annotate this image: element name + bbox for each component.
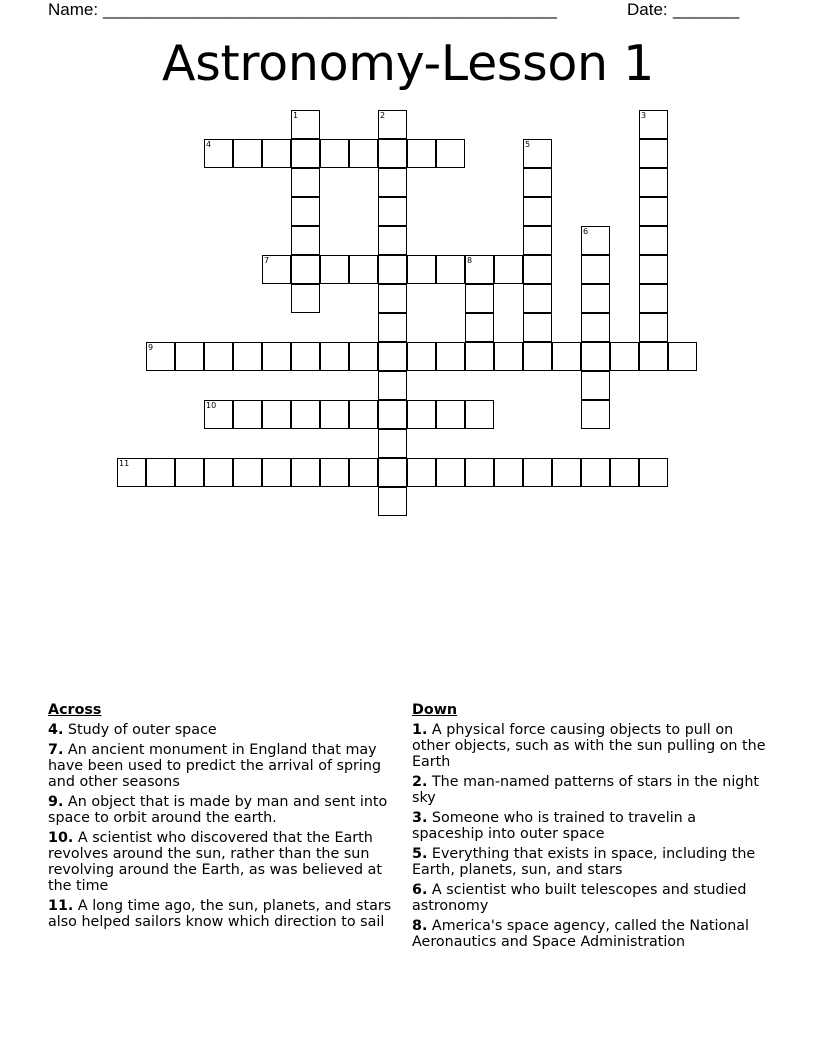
clue-number: 6: [583, 227, 589, 236]
grid-cell[interactable]: [378, 168, 407, 197]
grid-cell[interactable]: [291, 342, 320, 371]
grid-cell[interactable]: [639, 168, 668, 197]
grid-cell[interactable]: [610, 458, 639, 487]
grid-cell[interactable]: [320, 458, 349, 487]
grid-cell[interactable]: [552, 342, 581, 371]
grid-cell[interactable]: [436, 458, 465, 487]
down-clue: [412, 882, 772, 914]
clue-text: An ancient monument in England that may have been used to predict the arrival of spring and other seasons: [48, 742, 382, 790]
clue-text: A physical force causing objects to pull on other objects, such as with the sun pulling on the Earth: [412, 722, 766, 770]
down-clues: [412, 702, 772, 954]
clue-number: 8.: [412, 918, 428, 934]
clue-number: 4.: [48, 722, 64, 738]
down-clue: [412, 774, 772, 806]
clue-number: 10.: [48, 830, 74, 846]
grid-cell[interactable]: [523, 226, 552, 255]
grid-cell[interactable]: [494, 458, 523, 487]
grid-cell[interactable]: [233, 342, 262, 371]
grid-cell[interactable]: [204, 342, 233, 371]
grid-cell[interactable]: [378, 226, 407, 255]
grid-cell[interactable]: [349, 342, 378, 371]
grid-cell[interactable]: [639, 226, 668, 255]
grid-cell[interactable]: [349, 400, 378, 429]
clue-number: 2.: [412, 774, 428, 790]
clue-number: 3.: [412, 810, 428, 826]
grid-cell[interactable]: [349, 255, 378, 284]
grid-cell[interactable]: [349, 139, 378, 168]
grid-cell[interactable]: [233, 400, 262, 429]
grid-cell[interactable]: [639, 313, 668, 342]
grid-cell[interactable]: [262, 458, 291, 487]
grid-cell[interactable]: [291, 284, 320, 313]
name-label: Name:: [48, 0, 99, 19]
grid-cell[interactable]: [320, 139, 349, 168]
down-heading: Down: [412, 702, 458, 718]
grid-cell[interactable]: [175, 458, 204, 487]
grid-cell[interactable]: [436, 400, 465, 429]
grid-cell[interactable]: [436, 139, 465, 168]
grid-cell[interactable]: [291, 400, 320, 429]
grid-cell[interactable]: [610, 342, 639, 371]
clue-number: 8: [467, 256, 473, 265]
grid-cell[interactable]: [523, 168, 552, 197]
grid-cell[interactable]: [291, 197, 320, 226]
grid-cell[interactable]: [494, 255, 523, 284]
clue-number: 1.: [412, 722, 428, 738]
clue-number: 2: [380, 111, 386, 120]
grid-cell[interactable]: [349, 458, 378, 487]
clue-text: Study of outer space: [63, 722, 217, 738]
clue-text: Someone who is trained to travelin a spaceship into outer space: [412, 810, 697, 842]
grid-cell[interactable]: [262, 342, 291, 371]
down-clue-list: [412, 722, 772, 950]
grid-cell[interactable]: [523, 342, 552, 371]
across-heading: Across: [48, 702, 102, 718]
grid-cell[interactable]: [465, 313, 494, 342]
clue-number: 10: [206, 401, 217, 410]
grid-cell[interactable]: [233, 139, 262, 168]
grid-cell[interactable]: [291, 168, 320, 197]
grid-cell[interactable]: [320, 400, 349, 429]
down-clue: [412, 846, 772, 878]
grid-cell[interactable]: [523, 458, 552, 487]
name-field-line[interactable]: ________________________________________________: [103, 0, 557, 19]
clue-text: The man-named patterns of stars in the night sky: [412, 774, 760, 806]
grid-cell[interactable]: [668, 342, 697, 371]
grid-cell[interactable]: [175, 342, 204, 371]
across-clue: [48, 898, 398, 930]
clue-number: 6.: [412, 882, 428, 898]
grid-cell[interactable]: [320, 342, 349, 371]
grid-cell[interactable]: [639, 197, 668, 226]
grid-cell[interactable]: [581, 458, 610, 487]
clue-number: 1: [293, 111, 299, 120]
across-clue: [48, 794, 398, 826]
across-clue-list: [48, 722, 398, 930]
grid-cell[interactable]: [523, 255, 552, 284]
clue-number: 7.: [48, 742, 64, 758]
grid-cell[interactable]: [378, 342, 407, 371]
grid-cell[interactable]: [378, 371, 407, 400]
clue-number: 4: [206, 140, 212, 149]
grid-cell[interactable]: [262, 139, 291, 168]
grid-cell[interactable]: [407, 458, 436, 487]
clue-number: 5: [525, 140, 531, 149]
across-clue: [48, 722, 398, 738]
grid-cell[interactable]: [436, 255, 465, 284]
grid-cell[interactable]: [465, 284, 494, 313]
grid-cell[interactable]: [581, 284, 610, 313]
grid-cell[interactable]: [639, 342, 668, 371]
grid-cell[interactable]: [233, 458, 262, 487]
clue-text: A scientist who built telescopes and studied astronomy: [412, 882, 747, 914]
grid-cell[interactable]: [378, 139, 407, 168]
grid-cell[interactable]: [494, 342, 523, 371]
clue-text: America's space agency, called the National Aeronautics and Space Administration: [412, 918, 749, 950]
grid-cell[interactable]: [378, 458, 407, 487]
grid-cell[interactable]: [581, 255, 610, 284]
grid-cell[interactable]: [407, 139, 436, 168]
grid-cell[interactable]: [378, 400, 407, 429]
grid-cell[interactable]: [291, 255, 320, 284]
grid-cell[interactable]: [378, 313, 407, 342]
grid-cell[interactable]: [465, 400, 494, 429]
grid-cell[interactable]: [639, 458, 668, 487]
down-clue: [412, 722, 772, 770]
grid-cell[interactable]: [407, 342, 436, 371]
clue-text: An object that is made by man and sent into space to orbit around the earth.: [48, 794, 388, 826]
clue-number: 5.: [412, 846, 428, 862]
grid-cell[interactable]: [581, 400, 610, 429]
clue-number: 11.: [48, 898, 74, 914]
clue-number: 11: [119, 459, 130, 468]
grid-cell[interactable]: [204, 458, 233, 487]
grid-cell[interactable]: [639, 255, 668, 284]
grid-cell[interactable]: [378, 255, 407, 284]
grid-cell[interactable]: [581, 313, 610, 342]
grid-cell[interactable]: [291, 458, 320, 487]
grid-cell[interactable]: [378, 284, 407, 313]
down-clue: [412, 918, 772, 950]
page-title: Astronomy-Lesson 1: [162, 35, 654, 92]
clue-number: 9: [148, 343, 154, 352]
grid-cell[interactable]: [407, 400, 436, 429]
grid-cell[interactable]: [378, 197, 407, 226]
grid-cell[interactable]: [581, 342, 610, 371]
grid-cell[interactable]: [581, 371, 610, 400]
grid-cell[interactable]: [523, 284, 552, 313]
grid-cell[interactable]: [552, 458, 581, 487]
grid-cell[interactable]: [291, 139, 320, 168]
clue-text: Everything that exists in space, including the Earth, planets, sun, and stars: [412, 846, 756, 878]
down-clue: [412, 810, 772, 842]
clue-text: A long time ago, the sun, planets, and stars also helped sailors know which direction to sail: [48, 898, 392, 930]
grid-cell[interactable]: [378, 487, 407, 516]
grid-cell[interactable]: [639, 284, 668, 313]
grid-cell[interactable]: [291, 226, 320, 255]
clue-text: A scientist who discovered that the Earth revolves around the sun, rather than the sun revolving around the Earth, as was believed at the time: [48, 830, 382, 894]
grid-cell[interactable]: [146, 458, 175, 487]
grid-cell[interactable]: [436, 342, 465, 371]
date-field-line[interactable]: _______: [673, 0, 740, 19]
grid-cell[interactable]: [639, 139, 668, 168]
across-clue: [48, 830, 398, 894]
grid-cell[interactable]: [465, 342, 494, 371]
clue-number: 7: [264, 256, 270, 265]
grid-cell[interactable]: [407, 255, 436, 284]
clue-number: 3: [641, 111, 647, 120]
grid-cell[interactable]: [523, 313, 552, 342]
grid-cell[interactable]: [465, 458, 494, 487]
grid-cell[interactable]: [320, 255, 349, 284]
clue-number: 9.: [48, 794, 64, 810]
grid-cell[interactable]: [378, 429, 407, 458]
across-clue: [48, 742, 398, 790]
grid-cell[interactable]: [262, 400, 291, 429]
grid-cell[interactable]: [523, 197, 552, 226]
across-clues: [48, 702, 398, 934]
date-label: Date:: [627, 0, 668, 19]
